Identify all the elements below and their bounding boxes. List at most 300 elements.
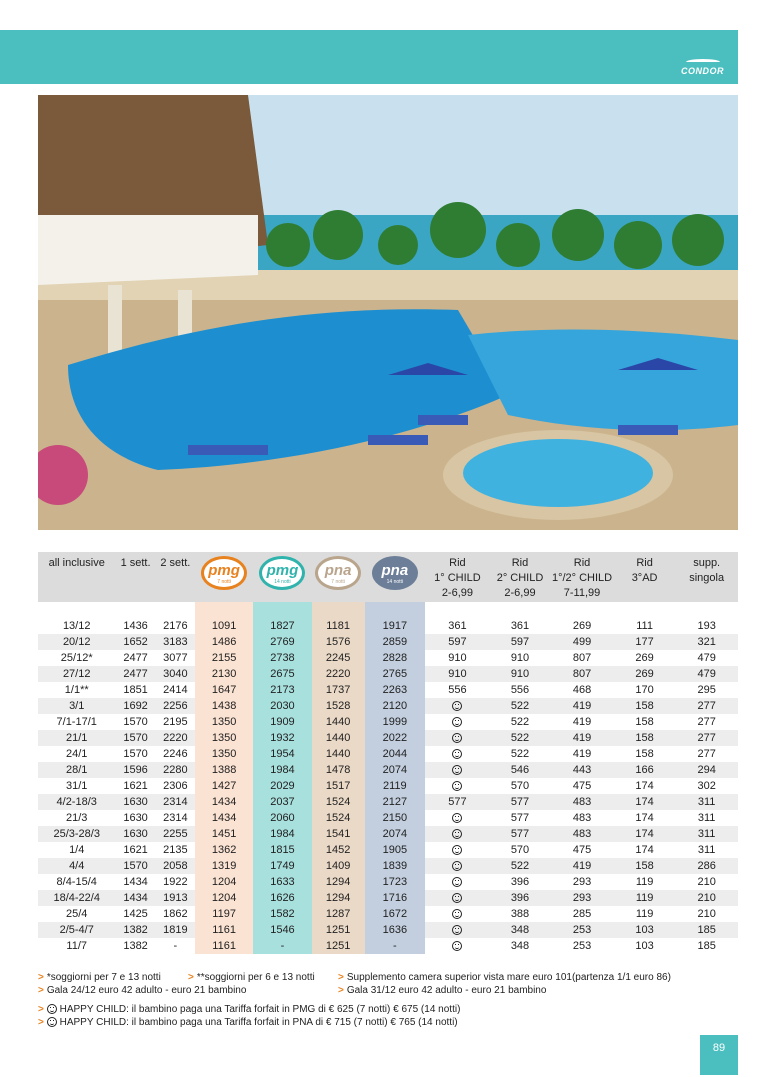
- notes-section: [38, 971, 738, 1029]
- table-cell: 1434: [195, 810, 253, 826]
- table-cell: 361: [490, 618, 550, 634]
- table-cell: 1917: [365, 618, 425, 634]
- table-cell: 483: [550, 810, 614, 826]
- table-cell: [425, 858, 490, 874]
- table-cell: 2150: [365, 810, 425, 826]
- logo-text: CONDOR: [681, 66, 724, 76]
- table-cell: 1570: [115, 714, 155, 730]
- table-cell: 1/1**: [38, 682, 115, 698]
- table-cell: 546: [490, 762, 550, 778]
- table-cell: 1815: [253, 842, 311, 858]
- table-cell: 311: [675, 842, 738, 858]
- page-number: 89: [700, 1035, 738, 1075]
- note-item: > **soggiorni per 6 e 13 notti: [188, 972, 315, 983]
- table-cell: 419: [550, 858, 614, 874]
- table-cell: 577: [490, 794, 550, 810]
- table-cell: 119: [614, 874, 676, 890]
- table-row: [38, 874, 738, 890]
- table-cell: 210: [675, 906, 738, 922]
- table-cell: 28/1: [38, 762, 115, 778]
- table-cell: 174: [614, 826, 676, 842]
- table-cell: 2477: [115, 666, 155, 682]
- table-cell: 1647: [195, 682, 253, 698]
- table-cell: 174: [614, 810, 676, 826]
- table-cell: 295: [675, 682, 738, 698]
- table-cell: 419: [550, 698, 614, 714]
- table-cell: 25/4: [38, 906, 115, 922]
- table-row: [38, 890, 738, 906]
- note-item: > HAPPY CHILD: il bambino paga una Tariffa forfait in PMG di € 625 (7 notti) € 675 (14 notti): [38, 1004, 461, 1015]
- table-cell: 2044: [365, 746, 425, 762]
- table-cell: 1091: [195, 618, 253, 634]
- table-cell: 1434: [195, 794, 253, 810]
- table-cell: 2195: [156, 714, 195, 730]
- table-cell: 2220: [312, 666, 365, 682]
- notes-row-2: [38, 984, 738, 997]
- table-cell: 1350: [195, 730, 253, 746]
- table-cell: 1478: [312, 762, 365, 778]
- table-cell: 577: [490, 810, 550, 826]
- table-cell: 1440: [312, 746, 365, 762]
- table-cell: [425, 906, 490, 922]
- table-cell: 1440: [312, 730, 365, 746]
- table-row: [38, 746, 738, 762]
- smiley-icon: [452, 877, 462, 887]
- table-cell: 210: [675, 874, 738, 890]
- table-cell: 1621: [115, 842, 155, 858]
- table-cell: [425, 698, 490, 714]
- table-cell: 475: [550, 778, 614, 794]
- table-cell: 807: [550, 666, 614, 682]
- table-cell: 1541: [312, 826, 365, 842]
- table-cell: -: [253, 938, 311, 954]
- table-cell: 285: [550, 906, 614, 922]
- table-cell: 1294: [312, 890, 365, 906]
- table-cell: 286: [675, 858, 738, 874]
- table-cell: 1999: [365, 714, 425, 730]
- note-item: > Supplemento camera superior vista mare euro 101(partenza 1/1 euro 86): [338, 972, 671, 983]
- table-cell: 18/4-22/4: [38, 890, 115, 906]
- table-cell: 1630: [115, 794, 155, 810]
- table-row: [38, 762, 738, 778]
- table-cell: 158: [614, 730, 676, 746]
- smiley-icon: [452, 845, 462, 855]
- table-cell: 2022: [365, 730, 425, 746]
- table-cell: 1570: [115, 730, 155, 746]
- table-cell: 807: [550, 650, 614, 666]
- smiley-icon: [47, 1004, 57, 1014]
- pna-7-badge-icon: pna 7 notti: [315, 556, 361, 590]
- table-cell: 210: [675, 890, 738, 906]
- table-cell: 13/12: [38, 618, 115, 634]
- table-cell: 1287: [312, 906, 365, 922]
- table-cell: -: [365, 938, 425, 954]
- logo-bird-icon: [686, 59, 720, 65]
- table-cell: 419: [550, 746, 614, 762]
- table-cell: 479: [675, 650, 738, 666]
- table-cell: 475: [550, 842, 614, 858]
- smiley-icon: [452, 861, 462, 871]
- table-cell: 253: [550, 938, 614, 954]
- table-cell: 419: [550, 714, 614, 730]
- table-row: [38, 650, 738, 666]
- table-cell: 1546: [253, 922, 311, 938]
- table-cell: 277: [675, 698, 738, 714]
- table-cell: 3/1: [38, 698, 115, 714]
- table-cell: 166: [614, 762, 676, 778]
- table-cell: 2828: [365, 650, 425, 666]
- table-cell: 2130: [195, 666, 253, 682]
- table-cell: 302: [675, 778, 738, 794]
- notes-row-1: [38, 971, 738, 984]
- table-cell: 103: [614, 938, 676, 954]
- table-cell: 2314: [156, 794, 195, 810]
- table-cell: 910: [490, 666, 550, 682]
- table-cell: 2256: [156, 698, 195, 714]
- table-row: [38, 842, 738, 858]
- header-1-week: 1 sett.: [115, 552, 155, 602]
- table-cell: 1197: [195, 906, 253, 922]
- table-cell: 1161: [195, 922, 253, 938]
- table-cell: 1819: [156, 922, 195, 938]
- pmg-14-badge-icon: pmg 14 notti: [259, 556, 305, 590]
- table-cell: 1596: [115, 762, 155, 778]
- table-cell: 522: [490, 858, 550, 874]
- table-cell: 174: [614, 778, 676, 794]
- table-cell: 2029: [253, 778, 311, 794]
- table-cell: 361: [425, 618, 490, 634]
- table-cell: 1524: [312, 794, 365, 810]
- table-cell: 1984: [253, 762, 311, 778]
- note-item: > Gala 31/12 euro 42 adulto - euro 21 bambino: [338, 985, 547, 996]
- table-row: [38, 810, 738, 826]
- table-row: [38, 858, 738, 874]
- table-cell: 119: [614, 890, 676, 906]
- table-cell: 1905: [365, 842, 425, 858]
- table-row: [38, 714, 738, 730]
- table-cell: 1737: [312, 682, 365, 698]
- table-cell: [425, 826, 490, 842]
- table-cell: 103: [614, 922, 676, 938]
- table-cell: 556: [490, 682, 550, 698]
- smiley-icon: [452, 749, 462, 759]
- table-cell: 479: [675, 666, 738, 682]
- table-row: [38, 794, 738, 810]
- table-cell: 1716: [365, 890, 425, 906]
- price-table: [38, 552, 738, 954]
- table-cell: 2246: [156, 746, 195, 762]
- table-cell: 2765: [365, 666, 425, 682]
- table-header-row: [38, 552, 738, 602]
- table-cell: 499: [550, 634, 614, 650]
- table-cell: 2155: [195, 650, 253, 666]
- condor-logo: [681, 59, 724, 76]
- table-cell: 1319: [195, 858, 253, 874]
- arrow-icon: >: [38, 1017, 44, 1028]
- table-row: [38, 634, 738, 650]
- table-cell: 468: [550, 682, 614, 698]
- table-cell: 4/4: [38, 858, 115, 874]
- table-row: [38, 618, 738, 634]
- header-rid-2-child: Rid 2° CHILD 2-6,99: [490, 552, 550, 602]
- arrow-icon: >: [38, 1004, 44, 1015]
- table-cell: 1388: [195, 762, 253, 778]
- table-cell: 2030: [253, 698, 311, 714]
- table-cell: [425, 762, 490, 778]
- table-cell: 2738: [253, 650, 311, 666]
- table-cell: 158: [614, 714, 676, 730]
- table-cell: 522: [490, 746, 550, 762]
- table-cell: 483: [550, 826, 614, 842]
- table-cell: 1913: [156, 890, 195, 906]
- table-cell: 1161: [195, 938, 253, 954]
- table-cell: 2173: [253, 682, 311, 698]
- table-cell: 1576: [312, 634, 365, 650]
- table-cell: 1672: [365, 906, 425, 922]
- table-cell: 185: [675, 922, 738, 938]
- table-cell: 1251: [312, 922, 365, 938]
- table-cell: 31/1: [38, 778, 115, 794]
- table-cell: 1382: [115, 938, 155, 954]
- table-cell: 597: [425, 634, 490, 650]
- price-table-body: [38, 618, 738, 954]
- smiley-icon: [452, 733, 462, 743]
- table-cell: 1/4: [38, 842, 115, 858]
- table-cell: 1652: [115, 634, 155, 650]
- table-cell: 2058: [156, 858, 195, 874]
- table-cell: 2414: [156, 682, 195, 698]
- table-cell: [425, 714, 490, 730]
- table-cell: [425, 810, 490, 826]
- table-cell: 1621: [115, 778, 155, 794]
- table-cell: [425, 890, 490, 906]
- arrow-icon: >: [188, 972, 194, 983]
- smiley-icon: [452, 909, 462, 919]
- table-cell: 1528: [312, 698, 365, 714]
- table-cell: 1636: [365, 922, 425, 938]
- table-row: [38, 826, 738, 842]
- table-cell: 1909: [253, 714, 311, 730]
- table-cell: 2306: [156, 778, 195, 794]
- table-cell: 21/1: [38, 730, 115, 746]
- table-cell: 1425: [115, 906, 155, 922]
- table-cell: 522: [490, 730, 550, 746]
- table-row: [38, 682, 738, 698]
- table-cell: 1486: [195, 634, 253, 650]
- table-cell: 396: [490, 874, 550, 890]
- table-cell: 1517: [312, 778, 365, 794]
- table-row: [38, 922, 738, 938]
- table-cell: 1984: [253, 826, 311, 842]
- table-cell: [425, 874, 490, 890]
- table-cell: 1692: [115, 698, 155, 714]
- table-cell: 1570: [115, 858, 155, 874]
- header-pna-7: [312, 552, 365, 602]
- table-cell: 1524: [312, 810, 365, 826]
- table-cell: 11/7: [38, 938, 115, 954]
- table-cell: 1630: [115, 826, 155, 842]
- table-cell: 2245: [312, 650, 365, 666]
- header-pna-14: [365, 552, 425, 602]
- header-all-inclusive: all inclusive: [38, 552, 115, 602]
- pmg-7-badge-icon: pmg 7 notti: [201, 556, 247, 590]
- table-cell: 1723: [365, 874, 425, 890]
- table-cell: 158: [614, 698, 676, 714]
- pna-14-badge-icon: pna 14 notti: [372, 556, 418, 590]
- table-cell: [425, 938, 490, 954]
- table-cell: 2769: [253, 634, 311, 650]
- table-cell: 3077: [156, 650, 195, 666]
- table-cell: 1451: [195, 826, 253, 842]
- table-cell: 556: [425, 682, 490, 698]
- table-cell: 174: [614, 794, 676, 810]
- table-cell: 388: [490, 906, 550, 922]
- table-cell: 2037: [253, 794, 311, 810]
- smiley-icon: [452, 765, 462, 775]
- table-cell: 348: [490, 938, 550, 954]
- table-cell: 1204: [195, 874, 253, 890]
- table-cell: 2314: [156, 810, 195, 826]
- arrow-icon: >: [338, 985, 344, 996]
- table-cell: 269: [550, 618, 614, 634]
- table-cell: 111: [614, 618, 676, 634]
- table-row: [38, 666, 738, 682]
- table-cell: 2263: [365, 682, 425, 698]
- table-cell: 253: [550, 922, 614, 938]
- table-cell: 910: [425, 650, 490, 666]
- table-cell: [425, 746, 490, 762]
- table-cell: 2074: [365, 826, 425, 842]
- header-band: [0, 30, 738, 84]
- table-cell: 577: [490, 826, 550, 842]
- smiley-icon: [452, 717, 462, 727]
- table-cell: 522: [490, 698, 550, 714]
- table-cell: 294: [675, 762, 738, 778]
- table-cell: 577: [425, 794, 490, 810]
- smiley-icon: [47, 1017, 57, 1027]
- table-cell: 1827: [253, 618, 311, 634]
- table-cell: 1749: [253, 858, 311, 874]
- table-cell: 1954: [253, 746, 311, 762]
- table-cell: 177: [614, 634, 676, 650]
- table-cell: 2280: [156, 762, 195, 778]
- table-cell: 25/3-28/3: [38, 826, 115, 842]
- smiley-icon: [452, 781, 462, 791]
- smiley-icon: [452, 701, 462, 711]
- table-cell: 1434: [115, 890, 155, 906]
- table-cell: 293: [550, 874, 614, 890]
- table-cell: 158: [614, 858, 676, 874]
- table-cell: 1251: [312, 938, 365, 954]
- table-cell: 1839: [365, 858, 425, 874]
- table-cell: 2176: [156, 618, 195, 634]
- header-rid-1-2-child: Rid 1°/2° CHILD 7-11,99: [550, 552, 614, 602]
- table-cell: 277: [675, 746, 738, 762]
- table-cell: 1350: [195, 714, 253, 730]
- table-cell: 277: [675, 730, 738, 746]
- table-cell: 2127: [365, 794, 425, 810]
- table-cell: 2220: [156, 730, 195, 746]
- table-cell: 27/12: [38, 666, 115, 682]
- smiley-icon: [452, 813, 462, 823]
- table-row: [38, 730, 738, 746]
- header-pmg-14: [253, 552, 311, 602]
- table-cell: 1452: [312, 842, 365, 858]
- table-cell: 570: [490, 842, 550, 858]
- table-cell: 2675: [253, 666, 311, 682]
- table-cell: 1294: [312, 874, 365, 890]
- table-cell: 910: [425, 666, 490, 682]
- table-cell: [425, 730, 490, 746]
- table-cell: 321: [675, 634, 738, 650]
- table-cell: 158: [614, 746, 676, 762]
- table-cell: 910: [490, 650, 550, 666]
- smiley-icon: [452, 941, 462, 951]
- table-cell: 20/12: [38, 634, 115, 650]
- table-cell: 1382: [115, 922, 155, 938]
- table-cell: 269: [614, 650, 676, 666]
- smiley-icon: [452, 925, 462, 935]
- header-2-weeks: 2 sett.: [156, 552, 195, 602]
- table-cell: 170: [614, 682, 676, 698]
- table-cell: 1204: [195, 890, 253, 906]
- table-cell: 2/5-4/7: [38, 922, 115, 938]
- table-cell: [425, 922, 490, 938]
- table-cell: 1427: [195, 778, 253, 794]
- table-cell: 25/12*: [38, 650, 115, 666]
- table-cell: 2477: [115, 650, 155, 666]
- header-rid-3-ad: Rid 3°AD: [614, 552, 676, 602]
- table-cell: 1922: [156, 874, 195, 890]
- table-cell: 277: [675, 714, 738, 730]
- table-cell: 24/1: [38, 746, 115, 762]
- table-cell: 3183: [156, 634, 195, 650]
- arrow-icon: >: [338, 972, 344, 983]
- table-cell: 2859: [365, 634, 425, 650]
- table-cell: 185: [675, 938, 738, 954]
- table-cell: 1436: [115, 618, 155, 634]
- price-table-wrapper: [38, 552, 738, 954]
- table-row: [38, 938, 738, 954]
- table-cell: 1582: [253, 906, 311, 922]
- header-supp-singola: supp. singola: [675, 552, 738, 602]
- table-cell: 174: [614, 842, 676, 858]
- table-cell: 396: [490, 890, 550, 906]
- table-cell: 7/1-17/1: [38, 714, 115, 730]
- table-cell: 2135: [156, 842, 195, 858]
- table-cell: 1350: [195, 746, 253, 762]
- table-cell: 193: [675, 618, 738, 634]
- note-item: > HAPPY CHILD: il bambino paga una Tariffa forfait in PNA di € 715 (7 notti) € 765 (14 notti): [38, 1017, 458, 1028]
- arrow-icon: >: [38, 985, 44, 996]
- table-cell: 2255: [156, 826, 195, 842]
- arrow-icon: >: [38, 972, 44, 983]
- table-cell: 8/4-15/4: [38, 874, 115, 890]
- table-cell: 293: [550, 890, 614, 906]
- table-cell: 522: [490, 714, 550, 730]
- table-cell: 1862: [156, 906, 195, 922]
- header-pmg-7: [195, 552, 253, 602]
- table-cell: 1626: [253, 890, 311, 906]
- table-cell: 1362: [195, 842, 253, 858]
- table-cell: 1851: [115, 682, 155, 698]
- table-cell: 2074: [365, 762, 425, 778]
- table-cell: 311: [675, 794, 738, 810]
- table-row: [38, 698, 738, 714]
- table-cell: 348: [490, 922, 550, 938]
- table-cell: 119: [614, 906, 676, 922]
- table-cell: 1932: [253, 730, 311, 746]
